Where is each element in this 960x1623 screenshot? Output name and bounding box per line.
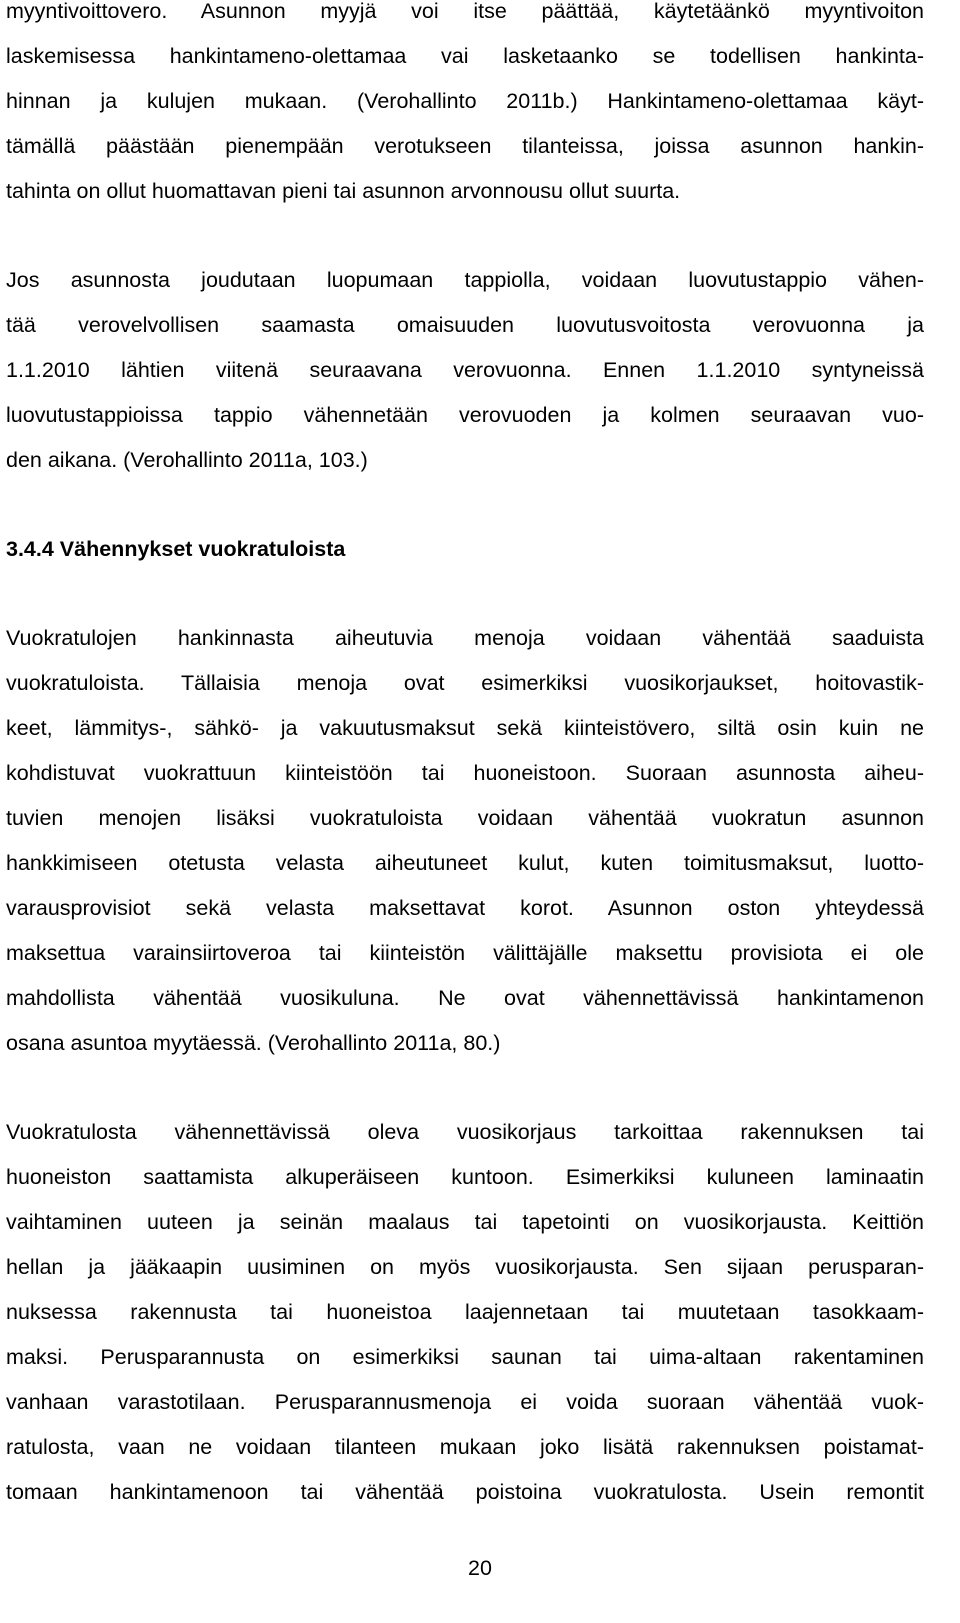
text-line: tomaan hankintamenoon tai vähentää poistoina vuokratulosta. Usein remontit [6,1480,924,1504]
text-line: keet, lämmitys-, sähkö- ja vakuutusmaksut sekä kiinteistövero, siltä osin kuin ne [6,716,924,740]
text-line: 1.1.2010 lähtien viitenä seuraavana verovuonna. Ennen 1.1.2010 syntyneissä [6,358,924,382]
text-line: tahinta on ollut huomattavan pieni tai asunnon arvonnousu ollut suurta. [6,179,681,203]
text-line: tuvien menojen lisäksi vuokratuloista voidaan vähentää vuokratun asunnon [6,806,924,830]
text-line: nuksessa rakennusta tai huoneistoa laajennetaan tai muutetaan tasokkaam- [6,1300,924,1324]
text-line: myyntivoittovero. Asunnon myyjä voi itse päättää, käytetäänkö myyntivoiton [6,0,924,23]
text-line: luovutustappioissa tappio vähennetään verovuoden ja kolmen seuraavan vuo- [6,403,924,427]
text-line: varausprovisiot sekä velasta maksettavat korot. Asunnon oston yhteydessä [6,896,924,920]
text-line: hellan ja jääkaapin uusiminen on myös vuosikorjausta. Sen sijaan perusparan- [6,1255,924,1279]
text-line: hankkimiseen otetusta velasta aiheutuneet kulut, kuten toimitusmaksut, luotto- [6,851,924,875]
text-line: Vuokratulojen hankinnasta aiheutuvia menoja voidaan vähentää saaduista [6,626,924,650]
page-number: 20 [468,1556,492,1580]
text-line: mahdollista vähentää vuosikuluna. Ne ovat vähennettävissä hankintamenon [6,986,924,1010]
text-line: tämällä päästään pienempään verotukseen tilanteissa, joissa asunnon hankin- [6,134,924,158]
text-line: den aikana. (Verohallinto 2011a, 103.) [6,448,368,472]
text-line: vuokratuloista. Tällaisia menoja ovat esimerkiksi vuosikorjaukset, hoitovastik- [6,671,924,695]
text-line: osana asuntoa myytäessä. (Verohallinto 2011a, 80.) [6,1031,501,1055]
text-line: vaihtaminen uuteen ja seinän maalaus tai tapetointi on vuosikorjausta. Keittiön [6,1210,924,1234]
text-line: tää verovelvollisen saamasta omaisuuden luovutusvoitosta verovuonna ja [6,313,924,337]
text-line: hinnan ja kulujen mukaan. (Verohallinto 2011b.) Hankintameno-olettamaa käyt- [6,89,924,113]
text-line: maksi. Perusparannusta on esimerkiksi saunan tai uima-altaan rakentaminen [6,1345,924,1369]
text-line: Jos asunnosta joudutaan luopumaan tappiolla, voidaan luovutustappio vähen- [6,268,924,292]
text-line: Vuokratulosta vähennettävissä oleva vuosikorjaus tarkoittaa rakennuksen tai [6,1120,924,1144]
text-line: maksettua varainsiirtoveroa tai kiinteistön välittäjälle maksettu provisiota ei ole [6,941,924,965]
text-line: kohdistuvat vuokrattuun kiinteistöön tai huoneistoon. Suoraan asunnosta aiheu- [6,761,924,785]
text-line: huoneiston saattamista alkuperäiseen kuntoon. Esimerkiksi kuluneen laminaatin [6,1165,924,1189]
text-line: vanhaan varastotilaan. Perusparannusmenoja ei voida suoraan vähentää vuok- [6,1390,924,1414]
text-line: laskemisessa hankintameno-olettamaa vai lasketaanko se todellisen hankinta- [6,44,924,68]
text-line: ratulosta, vaan ne voidaan tilanteen mukaan joko lisätä rakennuksen poistamat- [6,1435,924,1459]
section-heading: 3.4.4 Vähennykset vuokratuloista [6,537,346,561]
